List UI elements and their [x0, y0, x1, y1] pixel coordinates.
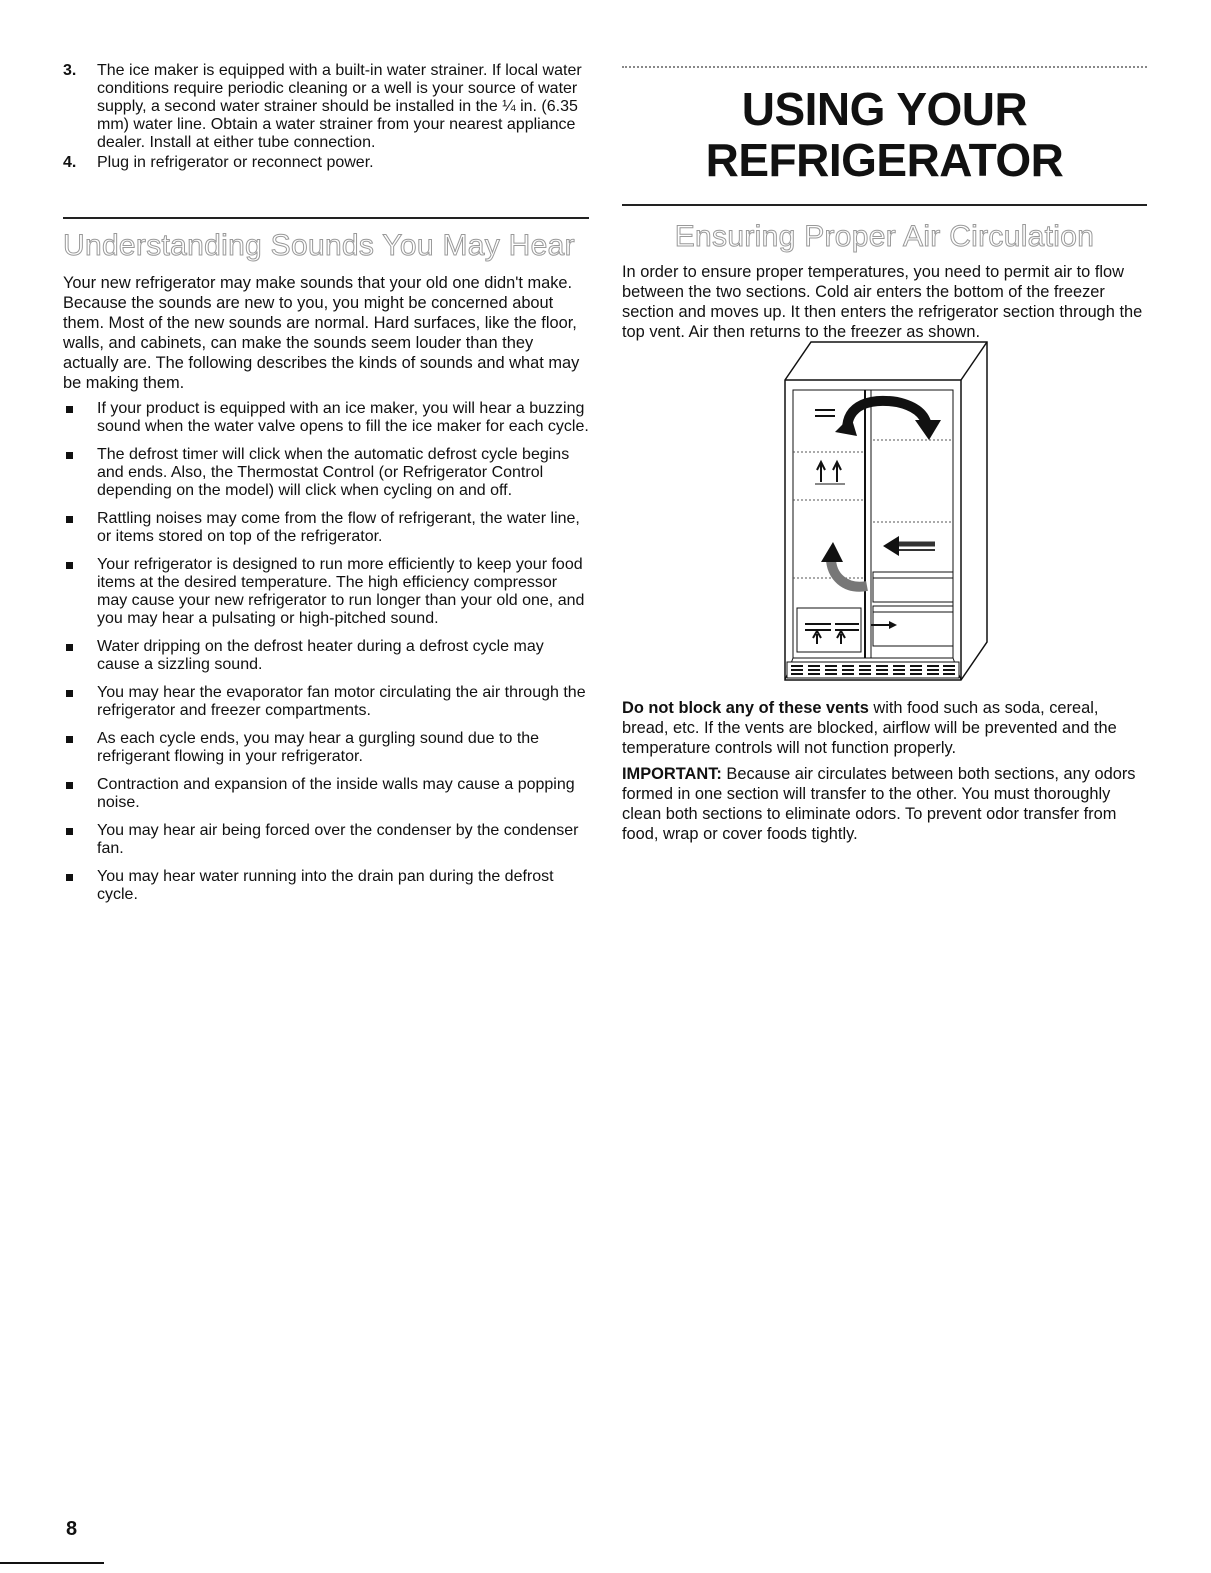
list-item — [63, 684, 589, 720]
step-number: 3. — [63, 62, 77, 79]
bullet-icon — [63, 730, 97, 766]
airflow-diagram — [775, 340, 990, 690]
list-item-text: Your refrigerator is designed to run more efficiently to keep your food items at the desired temperature. The high efficiency compressor may cause your new refrigerator to run longer than your old one, and you may hear a pulsating or high-pitched sound. — [97, 556, 585, 627]
list-item — [63, 400, 589, 436]
list-item-text: Rattling noises may come from the flow of refrigerant, the water line, or items stored on top of the refrigerator. — [97, 510, 580, 545]
page-title — [622, 84, 1147, 186]
air-intro: In order to ensure proper temperatures, you need to permit air to flow between the two sections. Cold air enters the bottom of the freezer section and moves up. It then enters the refrigerator section through the top vent. Air then returns to the freezer as shown. — [622, 263, 1143, 341]
important-label: IMPORTANT: — [622, 765, 722, 783]
title-rule — [622, 204, 1147, 206]
list-item-text: You may hear the evaporator fan motor circulating the air through the refrigerator and freezer compartments. — [97, 684, 586, 719]
vents-warning — [622, 698, 1147, 758]
vents-warning-bold: Do not block any of these vents — [622, 699, 869, 717]
list-item — [63, 638, 589, 674]
base-grille — [787, 662, 959, 678]
step-item — [63, 154, 589, 172]
list-item — [63, 556, 589, 628]
bullet-icon — [63, 638, 97, 674]
bullet-icon — [63, 776, 97, 812]
important-note — [622, 764, 1147, 844]
bullet-icon — [63, 510, 97, 546]
bullet-icon — [63, 446, 97, 500]
list-item — [63, 776, 589, 812]
bullet-icon — [63, 556, 97, 628]
list-item — [63, 510, 589, 546]
vents-warning-text: with food such as soda, cereal, bread, etc. If the vents are blocked, airflow will be prevented and the temperature controls will not function properly. — [622, 699, 1117, 757]
bullet-icon — [63, 868, 97, 904]
page-title-line2: REFRIGERATOR — [705, 134, 1064, 186]
list-item-text: If your product is equipped with an ice maker, you will hear a buzzing sound when the water valve opens to fill the ice maker for each cycle. — [97, 400, 589, 435]
bullet-icon — [63, 822, 97, 858]
sounds-intro: Your new refrigerator may make sounds that your old one didn't make. Because the sounds are new to you, you might be concerned about them. Most of the new sounds are normal. Hard surfaces, like the floor, walls, and cabinets, can make the sounds seem louder than they actually are. The following describes the kinds of sounds and what may be making them. — [63, 274, 580, 392]
list-item — [63, 446, 589, 500]
bullet-icon — [63, 400, 97, 436]
list-item — [63, 822, 589, 858]
sounds-list — [63, 400, 589, 914]
list-item-text: Water dripping on the defrost heater during a defrost cycle may cause a sizzling sound. — [97, 638, 544, 673]
list-item — [63, 868, 589, 904]
list-item-text: You may hear air being forced over the condenser by the condenser fan. — [97, 822, 579, 857]
section-rule — [63, 217, 589, 219]
numbered-steps — [63, 62, 589, 174]
page-title-line1: USING YOUR — [741, 83, 1028, 135]
air-heading: Ensuring Proper Air Circulation — [674, 220, 1095, 253]
footer-rule — [0, 1562, 104, 1564]
important-text: Because air circulates between both sections, any odors formed in one section will transfer to the other. You must thoroughly clean both sections to eliminate odors. To prevent odor transfer from food, wrap or cover foods tightly. — [622, 765, 1136, 843]
list-item-text: The defrost timer will click when the automatic defrost cycle begins and ends. Also, the Thermostat Control (or Refrigerator Control depending on the model) will click when cycling on and off. — [97, 446, 570, 499]
bullet-icon — [63, 684, 97, 720]
list-item-text: Contraction and expansion of the inside walls may cause a popping noise. — [97, 776, 575, 811]
list-item-text: As each cycle ends, you may hear a gurgling sound due to the refrigerant flowing in your refrigerator. — [97, 730, 540, 765]
list-item — [63, 730, 589, 766]
step-item — [63, 62, 589, 152]
step-text: The ice maker is equipped with a built-in water strainer. If local water conditions require periodic cleaning or a well is your source of water supply, a second water strainer should be installed in the ¼ in. (6.35 mm) water line. Obtain a water strainer from your nearest appliance dealer. Install at either tube connection. — [97, 62, 582, 151]
decorative-dotted-rule — [622, 66, 1147, 68]
step-number: 4. — [63, 154, 77, 171]
list-item-text: You may hear water running into the drain pan during the defrost cycle. — [97, 868, 554, 903]
sounds-heading: Understanding Sounds You May Hear — [63, 229, 575, 262]
page-number: 8 — [66, 1518, 78, 1540]
step-text: Plug in refrigerator or reconnect power. — [97, 154, 374, 171]
